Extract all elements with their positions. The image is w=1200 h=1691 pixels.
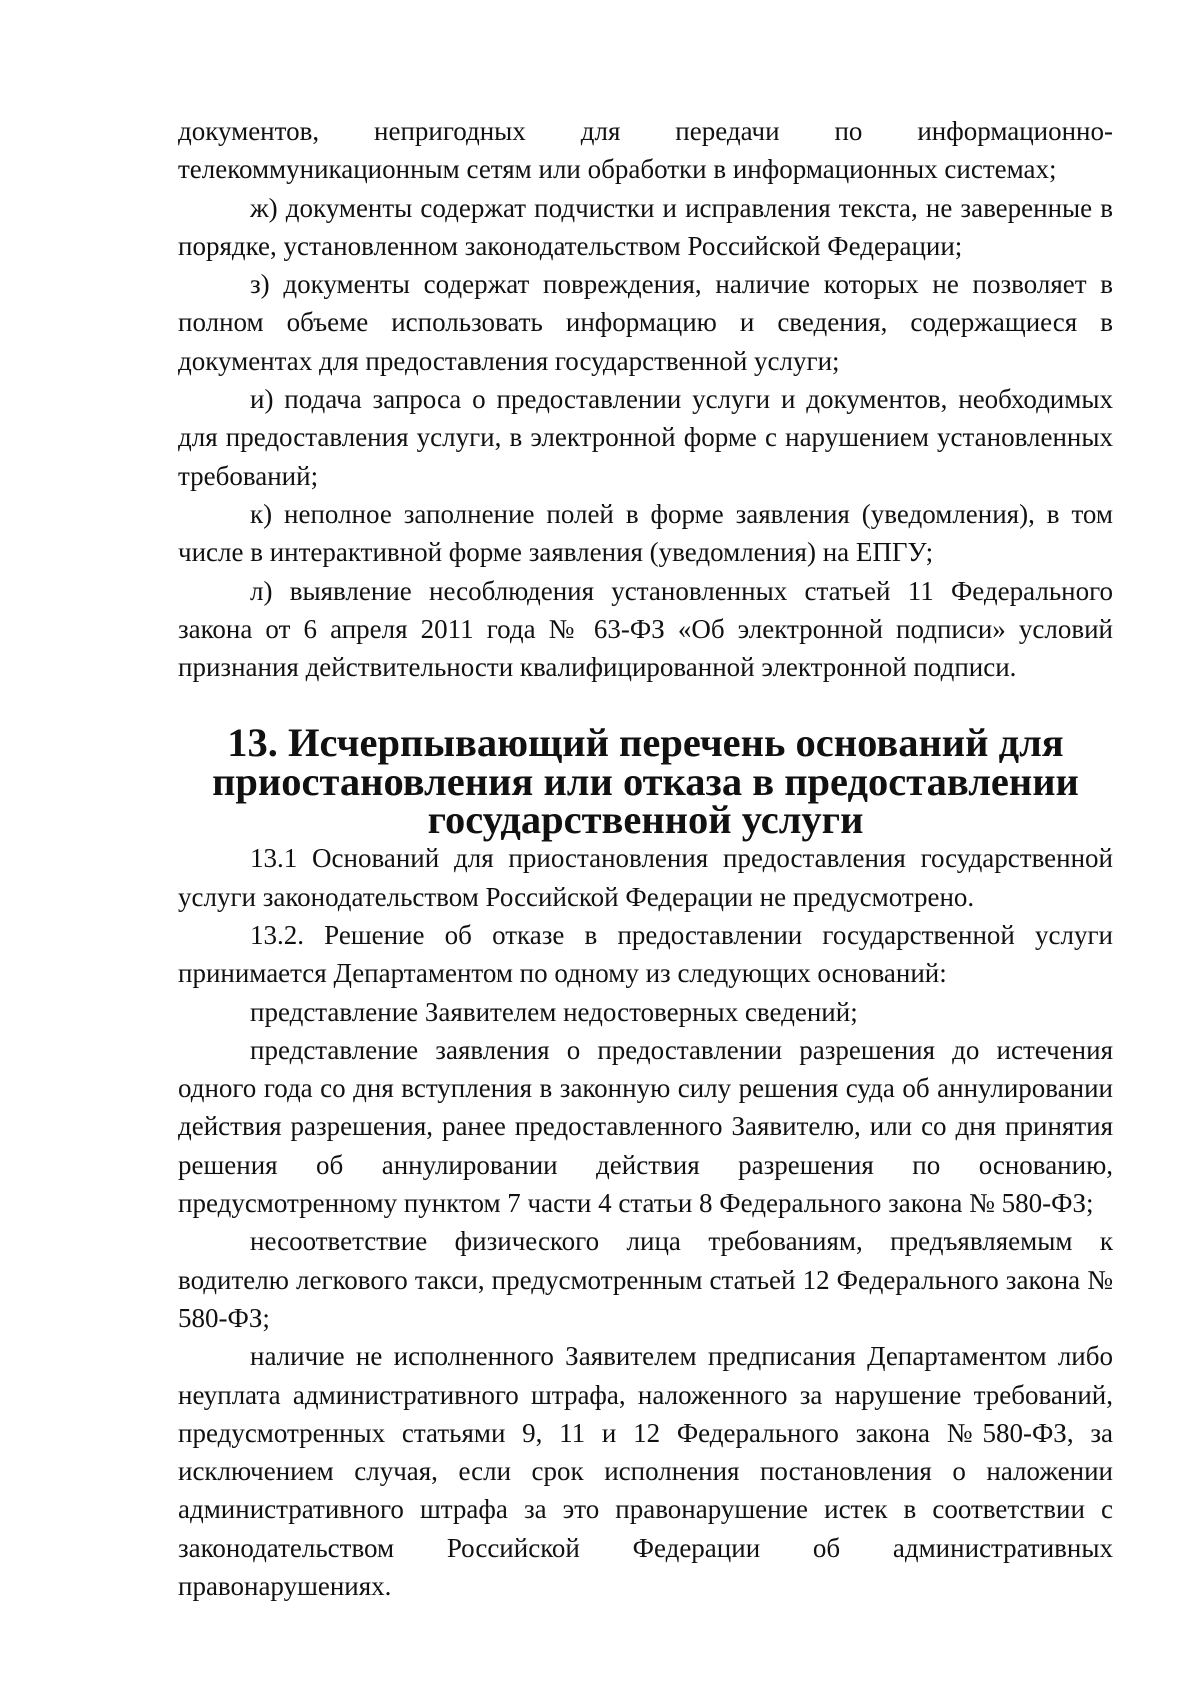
paragraph: 13.1 Оснований для приостановления предоставления государственной услуги законодательством Российской Федерации не предусмотрено. [178,843,1113,912]
paragraph: наличие не исполненного Заявителем предписания Департаментом либо неуплата административного штрафа, наложенного за нарушение требований, предусмотренных статьями 9, 11 и 12 Федерального закона №580-ФЗ, за исключением случая, если срок исполнения постановления о наложении административного штрафа за это правонарушение истек в соответствии с законодательством Российской Федерации об административных правонарушениях. [178,1341,1113,1601]
section-heading: 13. Исчерпывающий перечень оснований для приостановления или отказа в предоставлении государственной услуги [212,720,1079,843]
document-page [178,112,1113,1605]
paragraph: к) неполное заполнение полей в форме заявления (уведомления), в том числе в интерактивной форме заявления (уведомления) на ЕПГУ; [178,498,1113,568]
section-spacer [178,686,1113,724]
paragraph: и) подача запроса о предоставлении услуги и документов, необходимых для предоставления услуги, в электронной форме с нарушением установленных требований; [178,384,1113,491]
paragraph: документов, непригодных для передачи по информационно-телекоммуникационным сетям или обработки в информационных системах; [178,116,1113,185]
paragraph: представление Заявителем недостоверных сведений; [250,996,858,1027]
paragraph: ж) документы содержат подчистки и исправления текста, не заверенные в порядке, установленном законодательством Российской Федерации; [178,192,1113,261]
paragraph: представление заявления о предоставлении разрешения до истечения одного года со дня вступления в законную силу решения суда об аннулировании действия разрешения, ранее предоставленного Заявителю, или со дня принятия решения об аннулировании действия разрешения по основанию, предусмотренному пунктом 7 части 4 статьи 8 Федерального закона № 580-ФЗ; [178,1034,1113,1219]
paragraph: з) документы содержат повреждения, наличие которых не позволяет в полном объеме использовать информацию и сведения, содержащиеся в документах для предоставления государственной услуги; [178,269,1113,376]
paragraph: 13.2. Решение об отказе в предоставлении государственной услуги принимается Департаментом по одному из следующих оснований: [178,919,1113,989]
paragraph: л) выявление несоблюдения установленных статьей 11 Федерального закона от 6 апреля 2011 года № 63-ФЗ «Об электронной подписи» условий признания действительности квалифицированной электронной подписи. [178,575,1113,683]
paragraph: несоответствие физического лица требованиям, предъявляемым к водителю легкового такси, предусмотренным статьей 12 Федерального закона № 580-ФЗ; [178,1226,1113,1333]
